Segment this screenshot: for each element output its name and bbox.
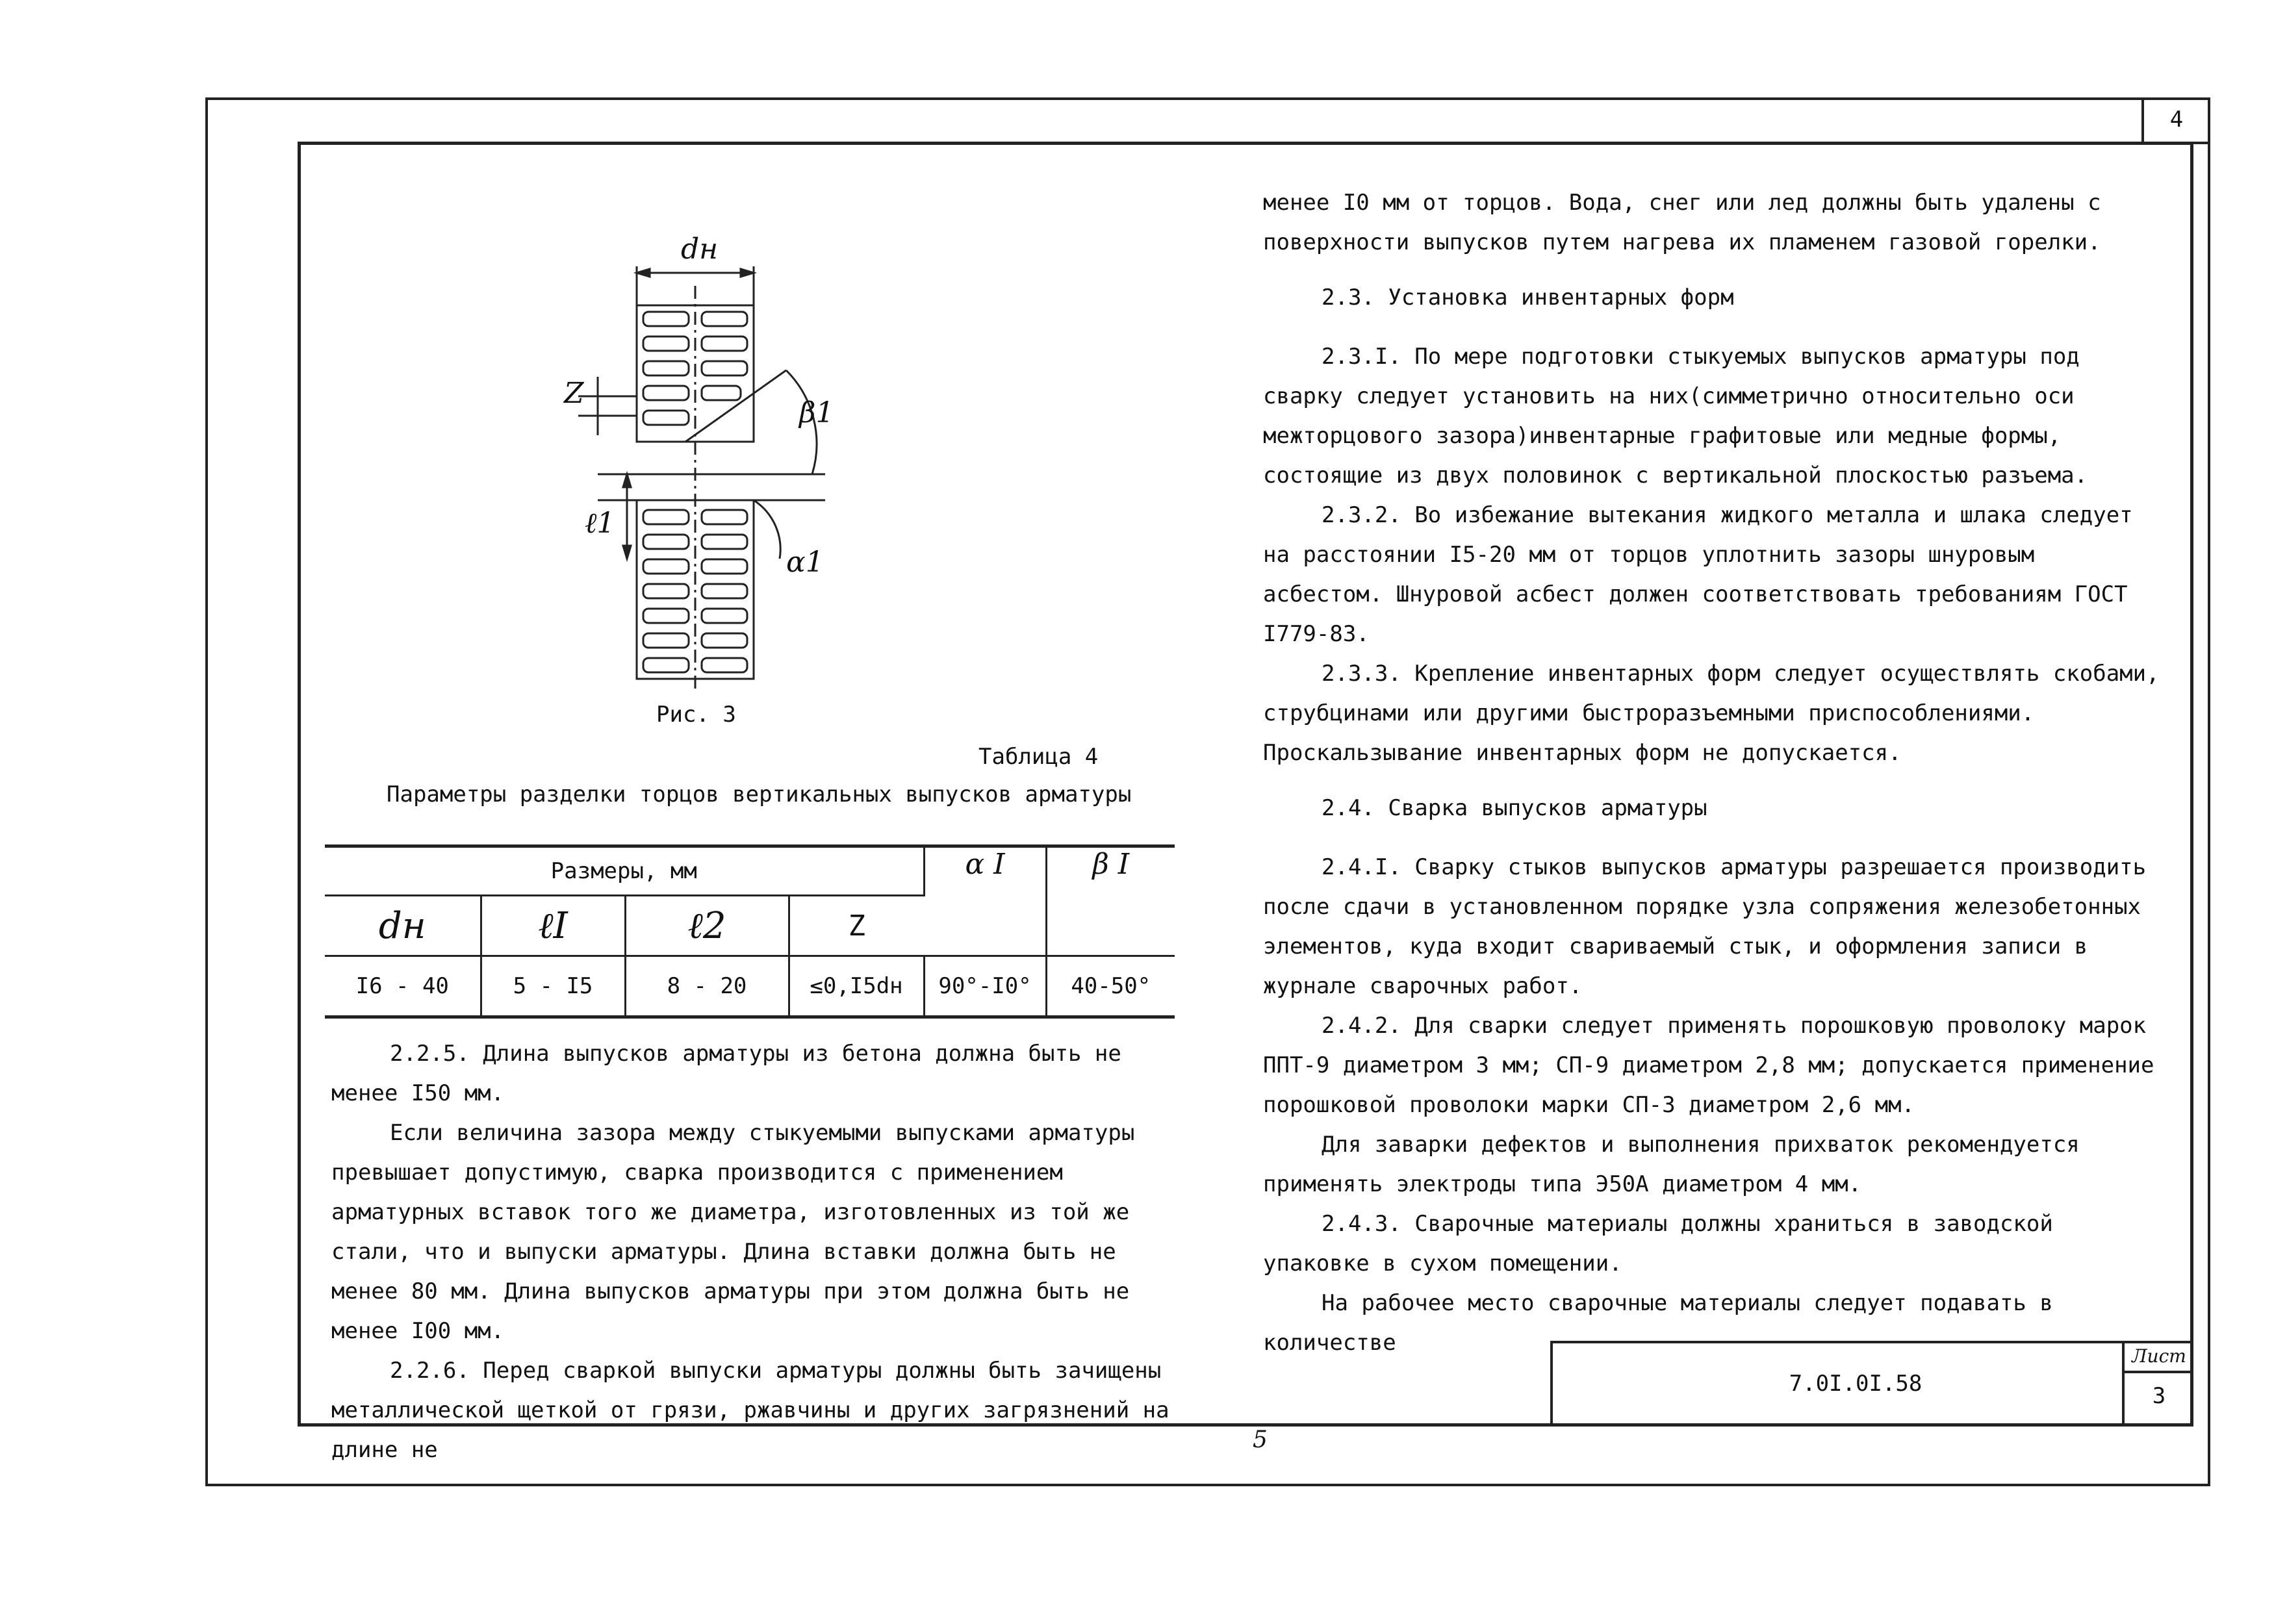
paragraph-2-4-1: 2.4.I. Сварку стыков выпусков арматуры разрешается производить после сдачи в установленном порядке узла сопряжения железобетонных элементов, куда входит свариваемый стык, и оформления записи в журнале сварочных работ. [1263, 854, 2147, 999]
table-title: Параметры разделки торцов вертикальных выпусков арматуры [387, 781, 1132, 807]
subheader-l1: ℓI [538, 904, 568, 947]
cell-beta: 40-50° [1046, 956, 1175, 1017]
figure-caption: Рис. 3 [656, 702, 736, 728]
page-number: 5 [1253, 1427, 1268, 1453]
header-sizes: Размеры, мм [325, 846, 924, 896]
paragraph-workplace: На рабочее место сварочные материалы следует подавать в количестве [1263, 1290, 2053, 1356]
left-text-column [331, 1034, 1189, 1470]
cell-l2: 8 - 20 [625, 956, 789, 1017]
header-beta: β I [1092, 848, 1130, 881]
sheet-number: 3 [2152, 1383, 2166, 1409]
rebar-figure [559, 221, 858, 689]
paragraph-2-2-6: 2.2.6. Перед сваркой выпуски арматуры должны быть зачищены металлической щеткой от грязи, ржавчины и других загрязнений на длине не [331, 1358, 1169, 1463]
sheet-box [2122, 1341, 2193, 1427]
label-alpha: α1 [786, 546, 824, 579]
label-z: Z [564, 377, 584, 410]
paragraph-electrodes: Для заварки дефектов и выполнения прихваток рекомендуется применять электроды типа Э50А диаметром 4 мм. [1263, 1132, 2080, 1197]
table-label: Таблица 4 [978, 744, 1099, 770]
paragraph-2-4-3: 2.4.3. Сварочные материалы должны храниться в заводской упаковке в сухом помещении. [1263, 1211, 2053, 1276]
paragraph-2-3-2: 2.3.2. Во избежание вытекания жидкого металла и шлака следует на расстоянии I5-20 мм от торцов уплотнить зазоры шнуровым асбестом. Шнуровой асбест должен соответствовать требованиям ГОСТ I779-83. [1263, 502, 2133, 647]
label-beta: β1 [799, 396, 834, 429]
cell-l1: 5 - I5 [481, 956, 625, 1017]
section-2-4-heading: 2.4. Сварка выпусков арматуры [1322, 795, 1707, 821]
parameters-table [325, 844, 1175, 1019]
subheader-dn: dн [378, 904, 426, 947]
document-code: 7.0I.0I.58 [1789, 1371, 1923, 1397]
header-alpha: α I [965, 848, 1005, 881]
paragraph-2-4-2: 2.4.2. Для сварки следует применять порошковую проволоку марок ППТ-9 диаметром 3 мм; СП-9 диаметром 2,8 мм; допускается применение порошковой проволоки марки СП-3 диаметром 2,6 мм. [1263, 1013, 2154, 1118]
paragraph-2-3-1: 2.3.I. По мере подготовки стыкуемых выпусков арматуры под сварку следует установить на них(симметрично относительно оси межторцового зазора)инвентарные графитовые или медные формы, состоящие из двух половинок с вертикальной плоскостью разъема. [1263, 344, 2088, 488]
label-l1: ℓ1 [585, 507, 615, 540]
paragraph-2-3-3: 2.3.3. Крепление инвентарных форм следует осуществлять скобами, струбцинами или другими быстроразъемными приспособлениями. Проскальзывание инвентарных форм не допускается. [1263, 661, 2160, 766]
subheader-l2: ℓ2 [687, 904, 726, 947]
label-dn: dн [681, 233, 719, 266]
cell-z: ≤0,I5dн [789, 956, 924, 1017]
sheet-label: Лист [2125, 1341, 2193, 1373]
cell-dn: I6 - 40 [325, 956, 481, 1017]
section-2-3-heading: 2.3. Установка инвентарных форм [1322, 285, 1734, 311]
paragraph-continuation: менее I0 мм от торцов. Вода, снег или лед должны быть удалены с поверхности выпусков путем нагрева их пламенем газовой горелки. [1263, 190, 2101, 255]
paragraph-2-2-5: 2.2.5. Длина выпусков арматуры из бетона должна быть не менее I50 мм. [331, 1041, 1121, 1106]
right-text-column [1263, 183, 2160, 1363]
cell-alpha: 90°-I0° [924, 956, 1046, 1017]
corner-number: 4 [2141, 97, 2209, 144]
subheader-z: Z [848, 909, 865, 943]
paragraph-inserts: Если величина зазора между стыкуемыми выпусками арматуры превышает допустимую, сварка производится с применением арматурных вставок того же диаметра, изготовленных из той же стали, что и выпуски арматуры. Длина вставки должна быть не менее 80 мм. Длина выпусков арматуры при этом должна быть не менее I00 мм. [331, 1120, 1135, 1344]
